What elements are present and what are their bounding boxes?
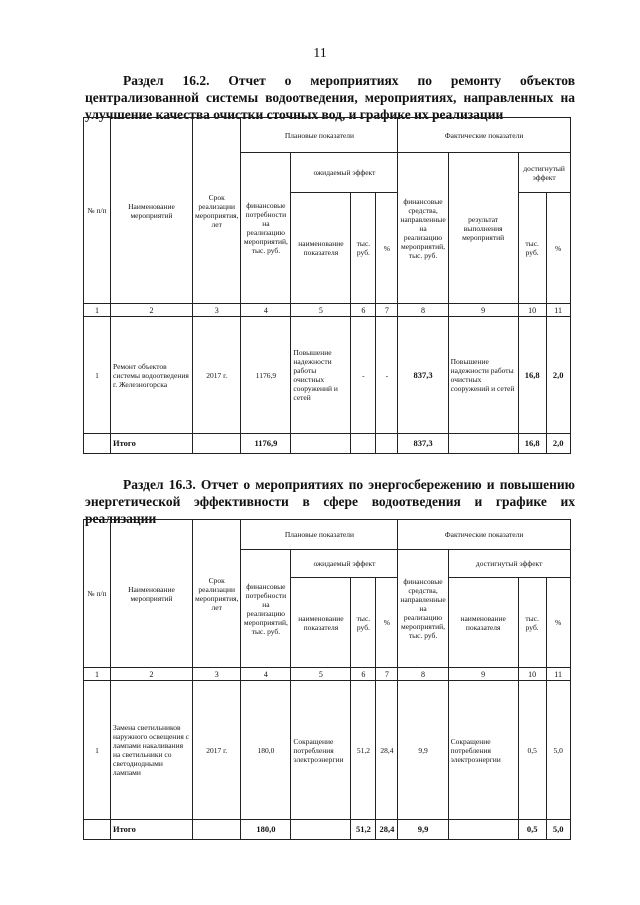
col-plan-fin-header: финансовые потребности на реализацию мероприятий, тыс. руб.	[241, 550, 291, 668]
column-number: 9	[448, 304, 518, 317]
row-result: Сокращение потребления электроэнергии	[448, 681, 518, 820]
row-indicator: Повышение надежности работы очистных сооружений и сетей	[291, 317, 351, 434]
col-fact-indicator-header: наименование показателя	[448, 578, 518, 668]
row-result: Повышение надежности работы очистных сооружений и сетей	[448, 317, 518, 434]
col-name-header: Наименование мероприятий	[111, 118, 193, 304]
achieved-effect-header: достигнутый эффект	[448, 550, 570, 578]
total-ach-pct: 5,0	[546, 820, 570, 840]
col-indicator-header: наименование показателя	[291, 578, 351, 668]
column-numbers-row	[84, 668, 571, 681]
column-number: 8	[398, 304, 448, 317]
total-fact-fin: 9,9	[398, 820, 448, 840]
plan-group-header: Плановые показатели	[241, 118, 398, 153]
row-rub: 51,2	[351, 681, 376, 820]
row-rub: -	[351, 317, 376, 434]
column-number: 7	[376, 668, 398, 681]
total-ach-rub: 16,8	[518, 434, 546, 454]
row-pct: 28,4	[376, 681, 398, 820]
column-number: 1	[84, 304, 111, 317]
column-number: 6	[351, 668, 376, 681]
total-plan-fin: 180,0	[241, 820, 291, 840]
col-number-header: № п/п	[84, 520, 111, 668]
column-numbers-row	[84, 304, 571, 317]
col-rub-header: тыс. руб.	[351, 578, 376, 668]
total-label: Итого	[111, 434, 193, 454]
col-result-header: результат выполнения мероприятий	[448, 153, 518, 304]
expected-effect-header: ожидаемый эффект	[291, 550, 398, 578]
column-number: 10	[518, 668, 546, 681]
column-number: 5	[291, 668, 351, 681]
column-number: 10	[518, 304, 546, 317]
total-ach-rub: 0,5	[518, 820, 546, 840]
col-term-header: Срок реализации мероприятия, лет	[193, 520, 241, 668]
section-16-3-table	[83, 519, 571, 840]
col-pct-header: %	[376, 578, 398, 668]
fact-group-header: Фактические показатели	[398, 118, 570, 153]
section-16-3-heading-text: Раздел 16.3. Отчет о мероприятиях по энергосбережению и повышению энергетической эффективности в сфере водоотведения и графике их реализации	[85, 477, 575, 526]
col-ach-rub-header: тыс. руб.	[518, 193, 546, 304]
column-number: 9	[448, 668, 518, 681]
col-rub-header: тыс. руб.	[351, 193, 376, 304]
column-number: 4	[241, 668, 291, 681]
row-plan-fin: 1176,9	[241, 317, 291, 434]
section-16-2-heading-text: Раздел 16.2. Отчет о мероприятиях по ремонту объектов централизованной системы водоотведения, мероприятиях, направленных на улучшение качества очистки сточных вод, и графике их реализации	[85, 73, 575, 122]
col-fact-fin-header: финансовые средства, направленные на реализацию мероприятий, тыс. руб.	[398, 550, 448, 668]
col-ach-rub-header: тыс. руб.	[518, 578, 546, 668]
column-number: 11	[546, 668, 570, 681]
fact-group-header: Фактические показатели	[398, 520, 570, 550]
plan-group-header: Плановые показатели	[241, 520, 398, 550]
expected-effect-header: ожидаемый эффект	[291, 153, 398, 193]
total-pct: 28,4	[376, 820, 398, 840]
section-16-2-heading	[85, 72, 575, 123]
col-fact-fin-header: финансовые средства, направленные на реализацию мероприятий, тыс. руб.	[398, 153, 448, 304]
total-label: Итого	[111, 820, 193, 840]
column-number: 3	[193, 668, 241, 681]
col-ach-pct-header: %	[546, 193, 570, 304]
row-pct: -	[376, 317, 398, 434]
row-number: 1	[84, 681, 111, 820]
row-ach-rub: 0,5	[518, 681, 546, 820]
total-ach-pct: 2,0	[546, 434, 570, 454]
row-name: Ремонт объектов системы водоотведения г. Железногорска	[111, 317, 193, 434]
total-plan-fin: 1176,9	[241, 434, 291, 454]
row-name: Замена светильников наружного освещения с лампами накаливания на светильники со светодиодными лампами	[111, 681, 193, 820]
total-row	[84, 434, 571, 454]
row-term: 2017 г.	[193, 681, 241, 820]
row-term: 2017 г.	[193, 317, 241, 434]
column-number: 3	[193, 304, 241, 317]
row-ach-pct: 5,0	[546, 681, 570, 820]
row-fact-fin: 837,3	[398, 317, 448, 434]
col-ach-pct-header: %	[546, 578, 570, 668]
col-indicator-header: наименование показателя	[291, 193, 351, 304]
total-row	[84, 820, 571, 840]
col-pct-header: %	[376, 193, 398, 304]
row-plan-fin: 180,0	[241, 681, 291, 820]
page-number: 11	[313, 46, 327, 61]
column-number: 1	[84, 668, 111, 681]
col-name-header: Наименование мероприятий	[111, 520, 193, 668]
total-fact-fin: 837,3	[398, 434, 448, 454]
column-number: 6	[351, 304, 376, 317]
row-number: 1	[84, 317, 111, 434]
column-number: 2	[111, 304, 193, 317]
column-number: 7	[376, 304, 398, 317]
row-ach-rub: 16,8	[518, 317, 546, 434]
row-fact-fin: 9,9	[398, 681, 448, 820]
col-number-header: № п/п	[84, 118, 111, 304]
column-number: 5	[291, 304, 351, 317]
section-16-2-table	[83, 117, 571, 454]
achieved-effect-header: достигнутый эффект	[518, 153, 570, 193]
column-number: 2	[111, 668, 193, 681]
column-number: 4	[241, 304, 291, 317]
table-row	[84, 681, 571, 820]
col-plan-fin-header: финансовые потребности на реализацию мероприятий, тыс. руб.	[241, 153, 291, 304]
column-number: 11	[546, 304, 570, 317]
table-row	[84, 317, 571, 434]
column-number: 8	[398, 668, 448, 681]
row-ach-pct: 2,0	[546, 317, 570, 434]
row-indicator: Сокращение потребления электроэнергии	[291, 681, 351, 820]
col-term-header: Срок реализации мероприятия, лет	[193, 118, 241, 304]
total-rub: 51,2	[351, 820, 376, 840]
